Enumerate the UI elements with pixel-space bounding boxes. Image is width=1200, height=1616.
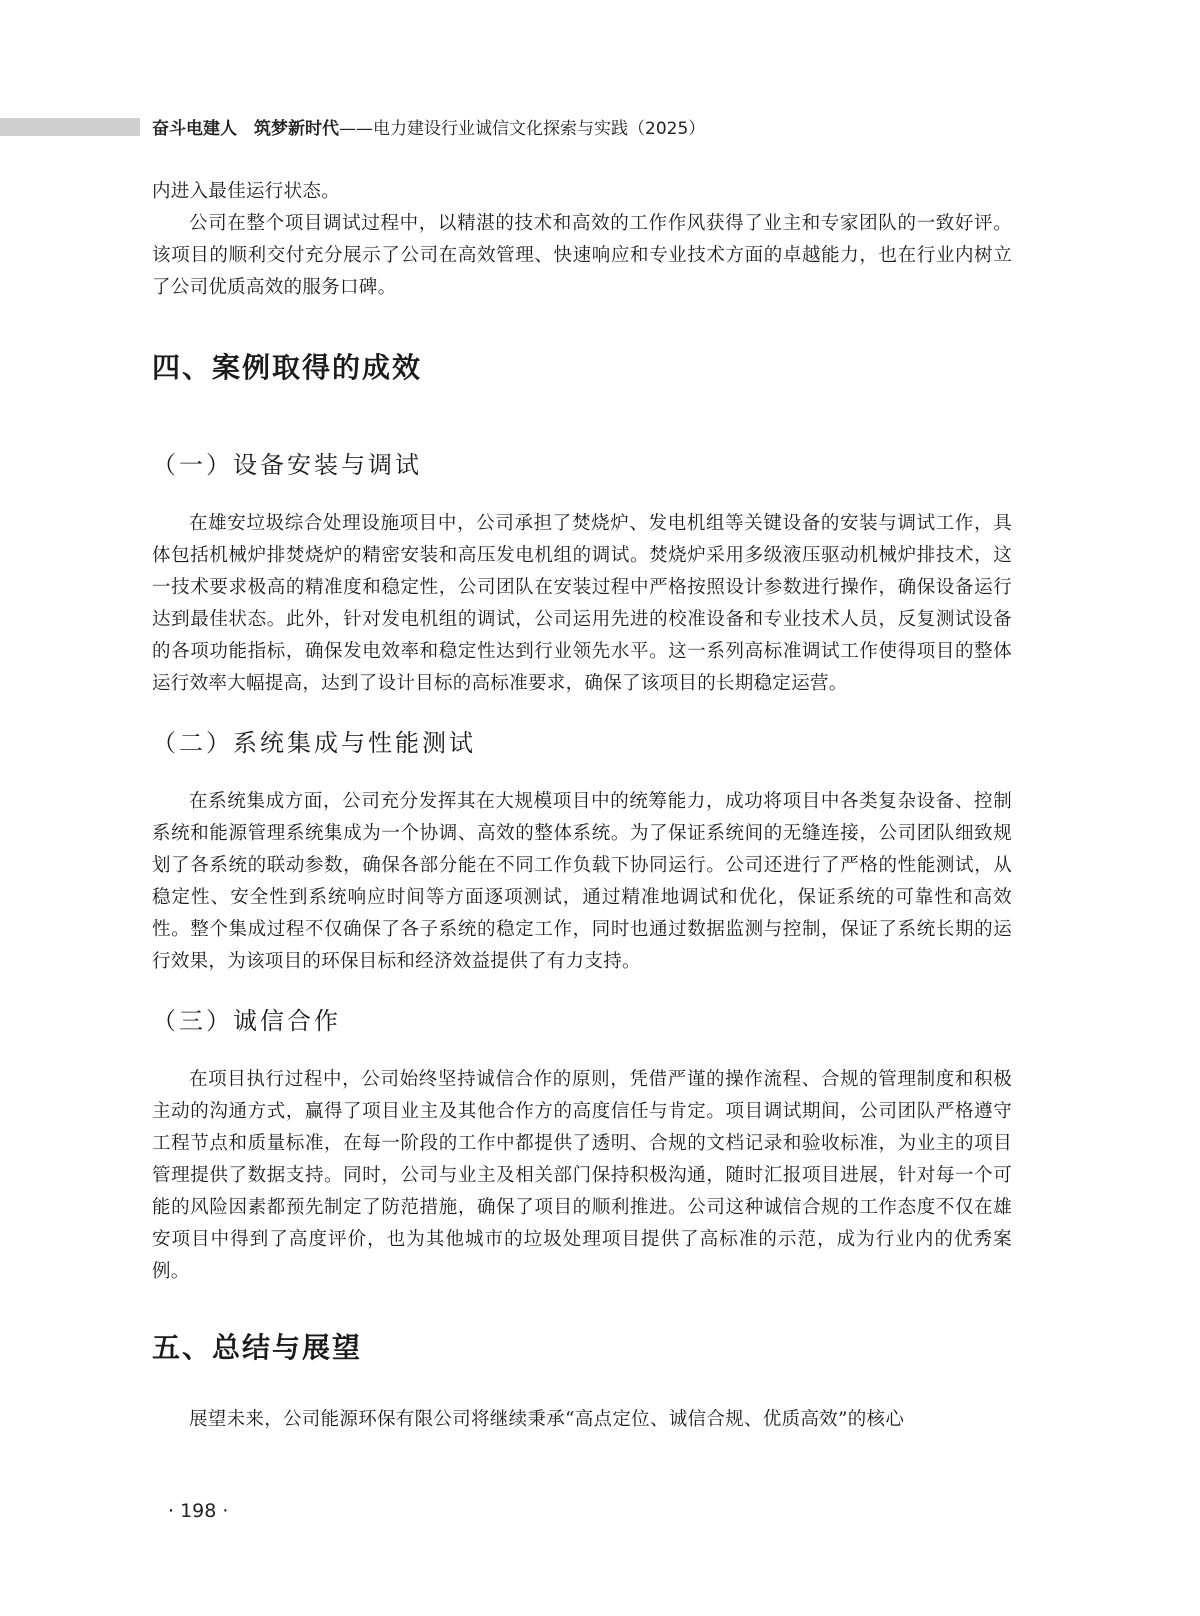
paragraph-integration: 在系统集成方面，公司充分发挥其在大规模项目中的统筹能力，成功将项目中各类复杂设备、控制系统和能源管理系统集成为一个协调、高效的整体系统。为了保证系统间的无缝连接，公司团队细致规划了各系统的联动参数，确保各部分能在不同工作负载下协同运行。公司还进行了严格的性能测试，从稳定性、安全性到系统响应时间等方面逐项测试，通过精准地调试和优化，保证系统的可靠性和高效性。整个集成过程不仅确保了各子系统的稳定工作，同时也通过数据监测与控制，保证了系统长期的运行效果，为该项目的环保目标和经济效益提供了有力支持。: [152, 791, 1012, 972]
subheading-cooperation: （三）诚信合作: [152, 1007, 341, 1035]
page-number: · 198 ·: [168, 1500, 229, 1522]
paragraph-outlook: 展望未来，公司能源环保有限公司将继续秉承“高点定位、诚信合规、优质高效”的核心: [189, 1409, 905, 1430]
paragraph-continued: 内进入最佳运行状态。: [152, 181, 341, 202]
page-body: [152, 176, 1012, 1436]
running-header-title: 奋斗电建人 筑梦新时代: [152, 119, 339, 139]
running-header: [152, 114, 705, 139]
header-bar: [0, 118, 140, 136]
running-header-subtitle: ——电力建设行业诚信文化探索与实践（2025）: [339, 119, 706, 139]
section-heading-summary: 五、总结与展望: [152, 1331, 363, 1364]
paragraph-installation: 在雄安垃圾综合处理设施项目中，公司承担了焚烧炉、发电机组等关键设备的安装与调试工作，具体包括机械炉排焚烧炉的精密安装和高压发电机组的调试。焚烧炉采用多级液压驱动机械炉排技术，这一技术要求极高的精准度和稳定性，公司团队在安装过程中严格按照设计参数进行操作，确保设备运行达到最佳状态。此外，针对发电机组的调试，公司运用先进的校准设备和专业技术人员，反复测试设备的各项功能指标，确保发电效率和稳定性达到行业领先水平。这一系列高标准调试工作使得项目的整体运行效率大幅提高，达到了设计目标的高标准要求，确保了该项目的长期稳定运营。: [152, 513, 1012, 694]
paragraph-project-feedback: 公司在整个项目调试过程中，以精湛的技术和高效的工作作风获得了业主和专家团队的一致好评。该项目的顺利交付充分展示了公司在高效管理、快速响应和专业技术方面的卓越能力，也在行业内树立了公司优质高效的服务口碑。: [152, 213, 1012, 298]
subheading-integration: （二）系统集成与性能测试: [152, 729, 476, 757]
subheading-installation: （一）设备安装与调试: [152, 451, 422, 479]
section-heading-results: 四、案例取得的成效: [152, 351, 423, 384]
paragraph-cooperation: 在项目执行过程中，公司始终坚持诚信合作的原则，凭借严谨的操作流程、合规的管理制度和积极主动的沟通方式，赢得了项目业主及其他合作方的高度信任与肯定。项目调试期间，公司团队严格遵守工程节点和质量标准，在每一阶段的工作中都提供了透明、合规的文档记录和验收标准，为业主的项目管理提供了数据支持。同时，公司与业主及相关部门保持积极沟通，随时汇报项目进展，针对每一个可能的风险因素都预先制定了防范措施，确保了项目的顺利推进。公司这种诚信合规的工作态度不仅在雄安项目中得到了高度评价，也为其他城市的垃圾处理项目提供了高标准的示范，成为行业内的优秀案例。: [152, 1069, 1012, 1282]
